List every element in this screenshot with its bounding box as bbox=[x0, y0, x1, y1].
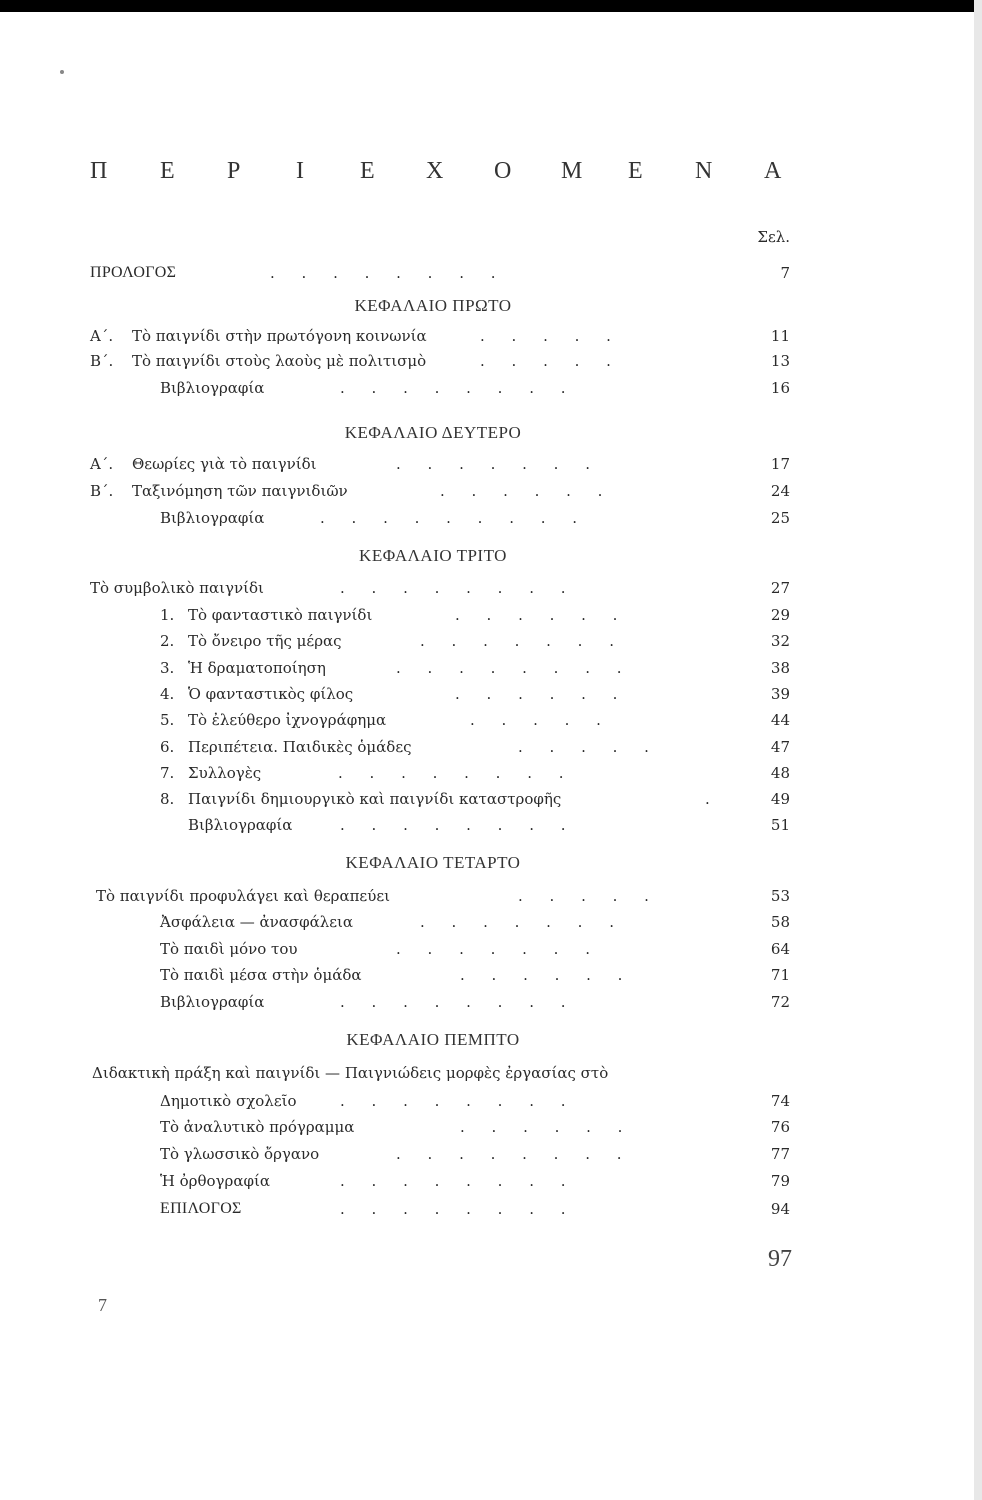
entry-page: 74 bbox=[770, 1092, 790, 1110]
toc-entry bbox=[0, 1060, 982, 1086]
dot-leader: . . . . . . . . bbox=[340, 993, 566, 1011]
dot-leader: . . . . . bbox=[518, 738, 649, 756]
chapter-heading: ΚΕΦΑΛΑΙΟ ΔΕΥΤΕΡΟ bbox=[344, 423, 522, 442]
dot-leader: . . . . . . . . bbox=[340, 379, 566, 397]
entry-number: Α΄. bbox=[90, 327, 114, 345]
dot-leader: . . . . . . . bbox=[420, 632, 614, 650]
entry-page: 11 bbox=[770, 327, 790, 345]
toc-entry-bibliography bbox=[0, 989, 982, 1015]
entry-page: 53 bbox=[770, 887, 790, 905]
dot-leader: . . . . . . . . bbox=[340, 816, 566, 834]
entry-page: 48 bbox=[770, 764, 790, 782]
toc-entry bbox=[0, 628, 982, 654]
title-letter: Μ bbox=[561, 158, 583, 184]
toc-entry bbox=[0, 1168, 982, 1194]
entry-page: 76 bbox=[770, 1118, 790, 1136]
dot-leader: . . . . . . . . bbox=[340, 1092, 566, 1110]
toc-entry bbox=[0, 655, 982, 681]
title-letter: Α bbox=[764, 158, 782, 184]
toc-entry-epilogue bbox=[0, 1196, 982, 1222]
entry-page: 27 bbox=[770, 579, 790, 597]
entry-number: 1. bbox=[160, 606, 175, 624]
toc-entry bbox=[0, 707, 982, 733]
title-letter: Ν bbox=[695, 158, 713, 184]
toc-entry bbox=[0, 1141, 982, 1167]
chapter-heading: ΚΕΦΑΛΑΙΟ ΠΡΩΤΟ bbox=[354, 296, 512, 315]
toc-entry bbox=[0, 909, 982, 935]
entry-text: Ἡ δραματοποίηση bbox=[188, 659, 326, 677]
entry-page: 71 bbox=[770, 966, 790, 984]
entry-page: 94 bbox=[770, 1200, 790, 1218]
dot-leader: . . . . . . . . bbox=[340, 1172, 566, 1190]
entry-number: 6. bbox=[160, 738, 175, 756]
entry-number: Α΄. bbox=[90, 455, 114, 473]
toc-entry bbox=[0, 734, 982, 760]
dot-leader: . . . . . . bbox=[460, 966, 623, 984]
entry-number: 5. bbox=[160, 711, 175, 729]
entry-text: Τὸ παιδὶ μέσα στὴν ὁμάδα bbox=[160, 966, 362, 984]
toc-entry-bibliography bbox=[0, 375, 982, 401]
dot-leader: . . . . . bbox=[518, 887, 649, 905]
title-letter: Ε bbox=[628, 158, 643, 184]
entry-text: Τὸ φανταστικὸ παιγνίδι bbox=[188, 606, 373, 624]
dot-leader: . . . . . . bbox=[455, 606, 618, 624]
entry-page: 58 bbox=[770, 913, 790, 931]
entry-page: 77 bbox=[770, 1145, 790, 1163]
dot-leader: . . . . . . . bbox=[396, 455, 590, 473]
entry-text: Ὁ φανταστικὸς φίλος bbox=[188, 685, 354, 703]
entry-text: Συλλογὲς bbox=[188, 764, 262, 782]
entry-text: Τὸ συμβολικὸ παιγνίδι bbox=[90, 579, 264, 597]
toc-entry bbox=[0, 962, 982, 988]
entry-page: 16 bbox=[770, 379, 790, 397]
dot-leader: . . . . . bbox=[480, 327, 611, 345]
entry-text: Τὸ παιγνίδι προφυλάγει καὶ θεραπεύει bbox=[96, 887, 390, 905]
toc-entry bbox=[0, 936, 982, 962]
entry-number: 8. bbox=[160, 790, 175, 808]
toc-entry bbox=[0, 451, 982, 477]
entry-page: 29 bbox=[770, 606, 790, 624]
entry-text: Ταξινόμηση τῶν παιγνιδιῶν bbox=[132, 482, 348, 500]
entry-page: 7 bbox=[780, 264, 790, 282]
entry-text: Περιπέτεια. Παιδικὲς ὁμάδες bbox=[188, 738, 412, 756]
page-column-header: Σελ. bbox=[757, 228, 790, 246]
title-letter: Ι bbox=[296, 158, 304, 184]
entry-text: Τὸ παιδὶ μόνο του bbox=[160, 940, 298, 958]
entry-page: 25 bbox=[770, 509, 790, 527]
dot-leader: . . . . . . bbox=[460, 1118, 623, 1136]
entry-text: Τὸ ἀναλυτικὸ πρόγραμμα bbox=[160, 1118, 355, 1136]
entry-text: Θεωρίες γιὰ τὸ παιγνίδι bbox=[132, 455, 317, 473]
entry-text: Τὸ ὄνειρο τῆς μέρας bbox=[188, 632, 342, 650]
toc-entry bbox=[0, 760, 982, 786]
dot-leader: . . . . . . . . bbox=[396, 1145, 622, 1163]
dot-leader: . . . . . . . . . bbox=[320, 509, 578, 527]
entry-page: 24 bbox=[770, 482, 790, 500]
entry-text: Παιγνίδι δημιουργικὸ καὶ παιγνίδι καταστροφῆς bbox=[188, 790, 562, 808]
toc-entry-prologue bbox=[0, 260, 982, 286]
entry-page: 32 bbox=[770, 632, 790, 650]
entry-number: 2. bbox=[160, 632, 175, 650]
toc-entry bbox=[0, 681, 982, 707]
toc-entry bbox=[0, 786, 982, 812]
toc-entry bbox=[0, 883, 982, 909]
dot-leader: . . . . . . . . bbox=[340, 1200, 566, 1218]
toc-entry-bibliography bbox=[0, 505, 982, 531]
entry-text: Βιβλιογραφία bbox=[160, 379, 265, 397]
entry-text: Τὸ ἐλεύθερο ἰχνογράφημα bbox=[188, 711, 387, 729]
entry-number: 7. bbox=[160, 764, 175, 782]
entry-text: Τὸ παιγνίδι στὴν πρωτόγονη κοινωνία bbox=[132, 327, 427, 345]
entry-text: ΠΡΟΛΟΓΟΣ bbox=[90, 264, 177, 281]
dot-leader: . . . . . bbox=[470, 711, 601, 729]
entry-page: 79 bbox=[770, 1172, 790, 1190]
entry-page: 17 bbox=[770, 455, 790, 473]
entry-page: 49 bbox=[770, 790, 790, 808]
toc-entry-bibliography bbox=[0, 812, 982, 838]
entry-text: Τὸ παιγνίδι στοὺς λαοὺς μὲ πολιτισμὸ bbox=[132, 352, 427, 370]
entry-text: ΕΠΙΛΟΓΟΣ bbox=[160, 1200, 242, 1217]
entry-text: Βιβλιογραφία bbox=[188, 816, 293, 834]
footer-signature-mark: 7 bbox=[98, 1295, 107, 1315]
dot-leader: . . . . . . bbox=[455, 685, 618, 703]
entry-page: 51 bbox=[770, 816, 790, 834]
entry-text: Διδακτικὴ πράξη καὶ παιγνίδι — Παιγνιώδεις μορφὲς ἐργασίας στὸ bbox=[92, 1064, 609, 1082]
chapter-heading: ΚΕΦΑΛΑΙΟ ΤΡΙΤΟ bbox=[359, 546, 507, 565]
dot-leader: . . . . . . . bbox=[396, 940, 590, 958]
toc-entry bbox=[0, 478, 982, 504]
title-letter: Ε bbox=[360, 158, 375, 184]
entry-text: Βιβλιογραφία bbox=[160, 993, 265, 1011]
entry-page: 47 bbox=[770, 738, 790, 756]
entry-page: 13 bbox=[770, 352, 790, 370]
dot-leader: . . . . . . . bbox=[420, 913, 614, 931]
title-letter: Χ bbox=[426, 158, 444, 184]
dot-leader: . . . . . . . . bbox=[338, 764, 564, 782]
entry-text: Δημοτικὸ σχολεῖο bbox=[160, 1092, 297, 1110]
title-letter: Ρ bbox=[227, 158, 241, 184]
dot-leader: . . . . . . . . bbox=[340, 579, 566, 597]
entry-text: Βιβλιογραφία bbox=[160, 509, 265, 527]
page-number: 97 bbox=[768, 1246, 792, 1272]
toc-entry bbox=[0, 1114, 982, 1140]
title-letter: Ε bbox=[160, 158, 175, 184]
toc-entry bbox=[0, 602, 982, 628]
scan-top-border bbox=[0, 0, 982, 12]
entry-number: 4. bbox=[160, 685, 175, 703]
dot-leader: . . . . . bbox=[480, 352, 611, 370]
dot-leader: . . . . . . bbox=[440, 482, 603, 500]
dot-leader: . . . . . . . . bbox=[396, 659, 622, 677]
entry-number: Β΄. bbox=[90, 482, 114, 500]
dot-leader: . . . . . . . . bbox=[270, 264, 496, 282]
title-letter: Ο bbox=[494, 158, 512, 184]
chapter-heading: ΚΕΦΑΛΑΙΟ ΤΕΤΑΡΤΟ bbox=[345, 853, 521, 872]
toc-entry bbox=[0, 575, 982, 601]
entry-number: 3. bbox=[160, 659, 175, 677]
page-title bbox=[90, 158, 790, 192]
entry-page: 64 bbox=[770, 940, 790, 958]
entry-page: 38 bbox=[770, 659, 790, 677]
entry-text: Ἡ ὀρθογραφία bbox=[160, 1172, 270, 1190]
entry-page: 39 bbox=[770, 685, 790, 703]
toc-entry bbox=[0, 1088, 982, 1114]
toc-entry bbox=[0, 323, 982, 349]
scan-speck bbox=[60, 70, 64, 74]
entry-number: Β΄. bbox=[90, 352, 114, 370]
entry-text: Ἀσφάλεια — ἀνασφάλεια bbox=[160, 913, 354, 931]
title-letter: Π bbox=[90, 158, 108, 184]
dot-leader: . bbox=[705, 790, 710, 808]
toc-entry bbox=[0, 348, 982, 374]
entry-text: Τὸ γλωσσικὸ ὄργανο bbox=[160, 1145, 320, 1163]
entry-page: 44 bbox=[770, 711, 790, 729]
chapter-heading: ΚΕΦΑΛΑΙΟ ΠΕΜΠΤΟ bbox=[346, 1030, 520, 1049]
entry-page: 72 bbox=[770, 993, 790, 1011]
